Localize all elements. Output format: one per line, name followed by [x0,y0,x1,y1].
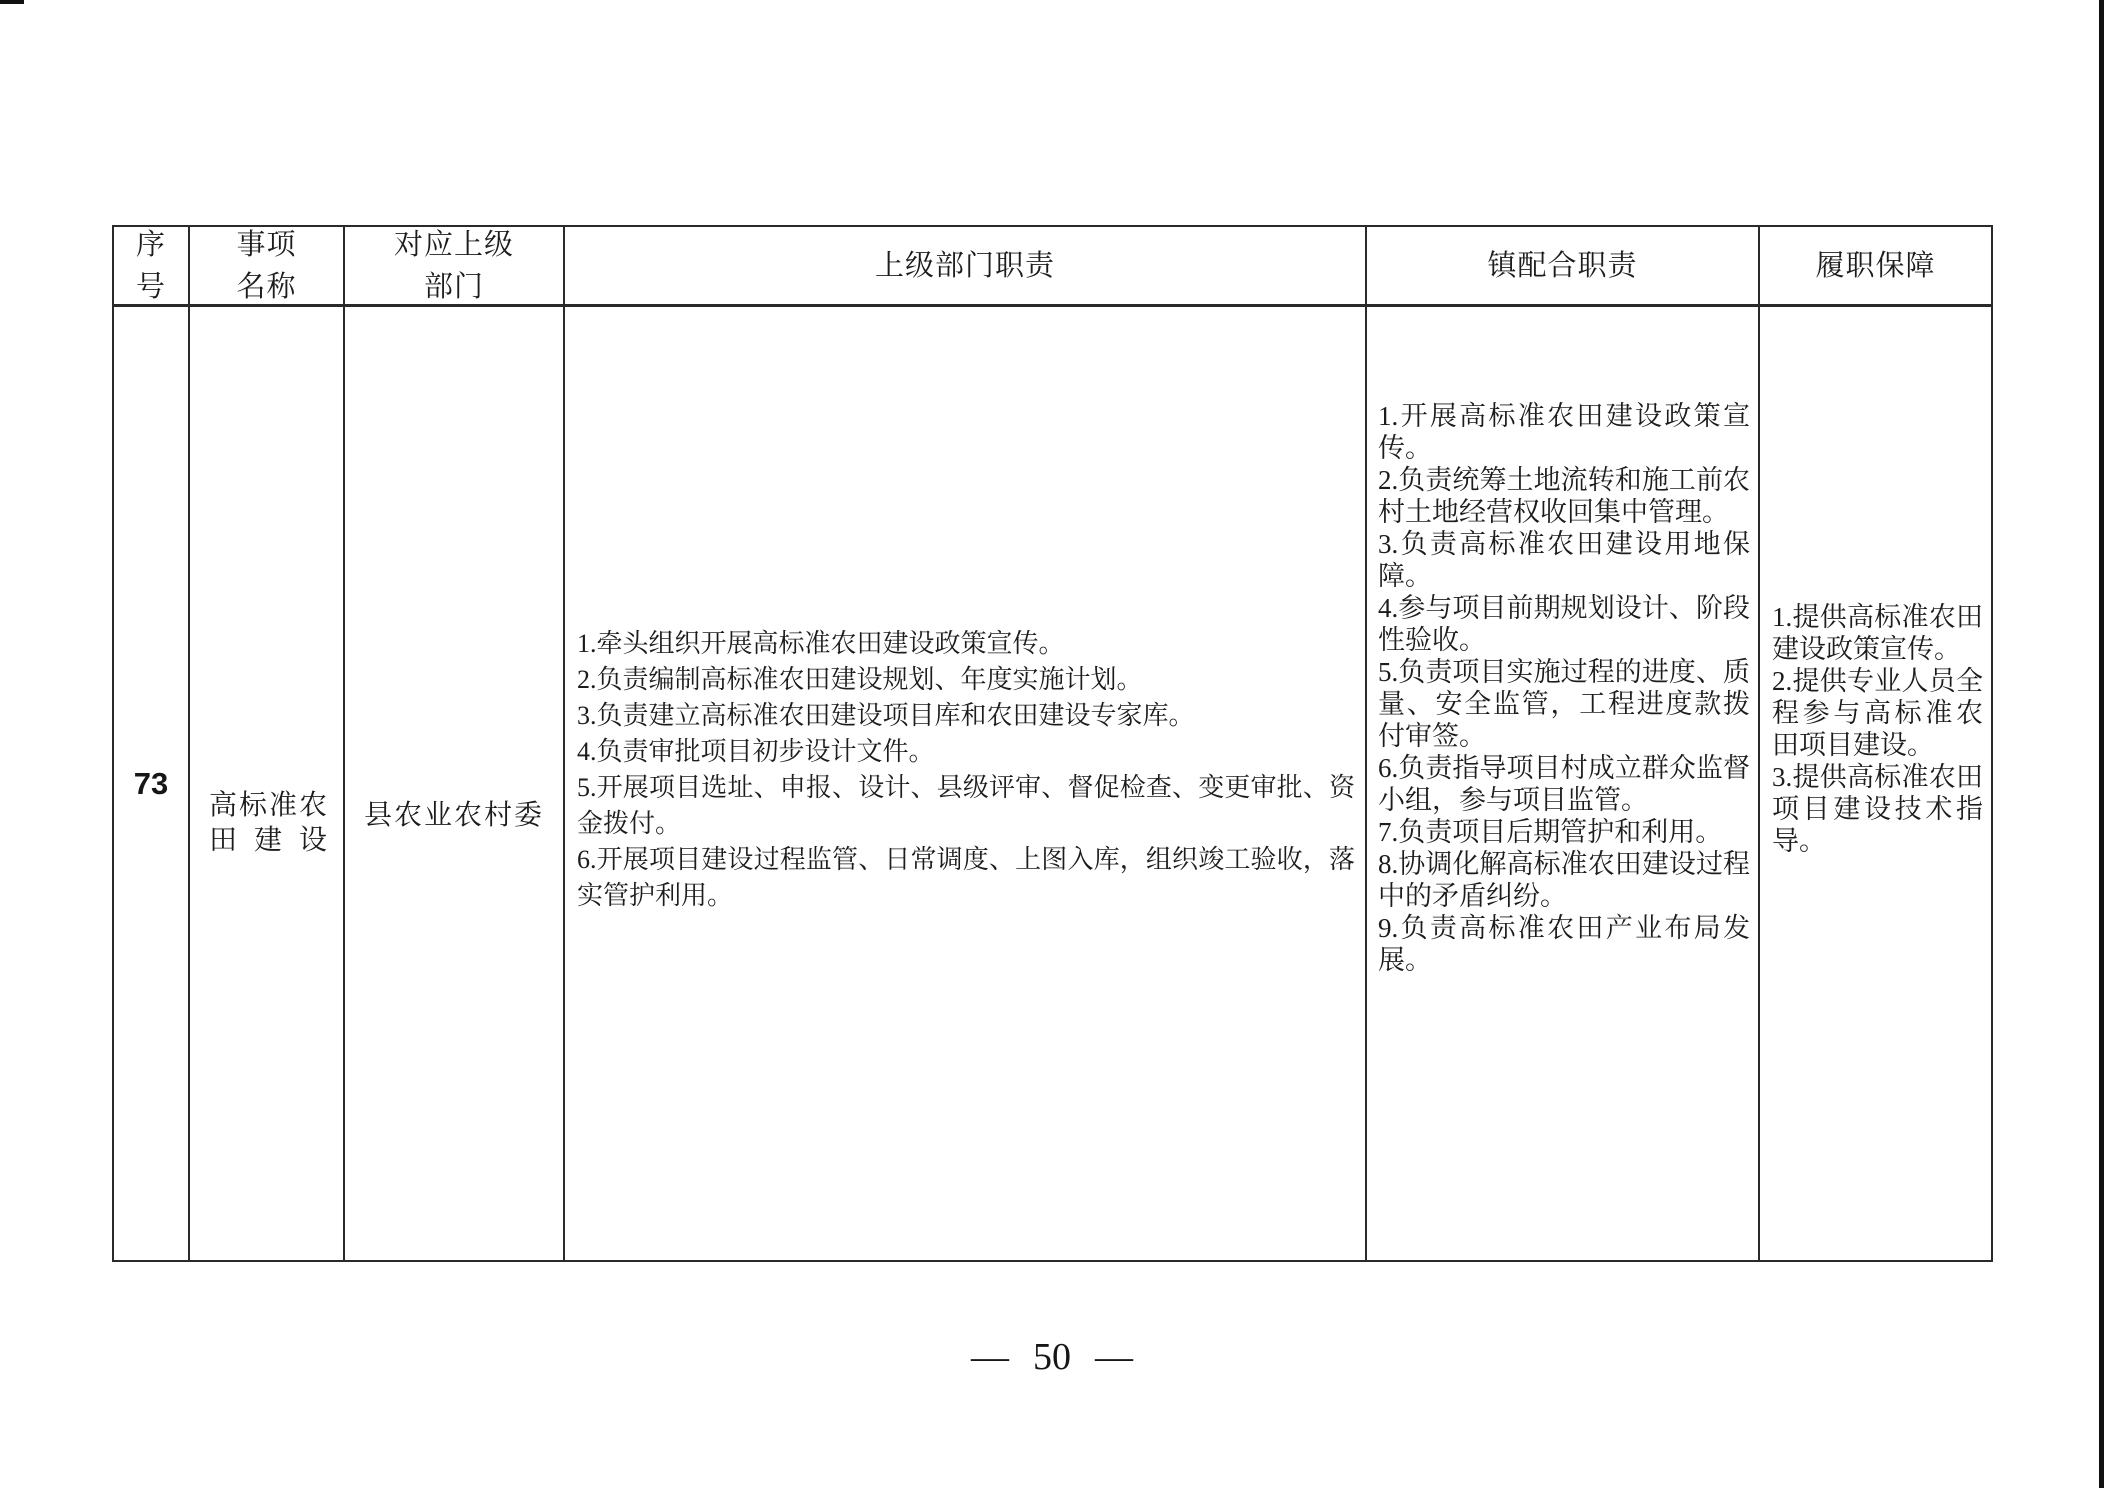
header-label-seq: 序号 [135,228,166,303]
superior-duty-item: 3.负责建立高标准农田建设项目库和农田建设专家库。 [577,701,1195,730]
guarantee-item: 2.提供专业人员全程参与高标准农田项目建设。 [1772,666,1983,760]
responsibility-table [112,225,1993,1262]
superior-duty-item: 4.负责审批项目初步设计文件。 [577,737,935,766]
footer-dash-left: — [971,1336,1009,1378]
page-footer [0,1332,2104,1382]
town-duty-item: 9.负责高标准农田产业布局发展。 [1378,913,1750,975]
scan-artifact-top-left [0,0,24,4]
footer-dash-right: — [1095,1336,1133,1378]
page-number: 50 [1033,1336,1071,1378]
cell-department [345,307,565,1260]
table-data-row [114,307,1991,1260]
town-duty-item: 3.负责高标准农田建设用地保障。 [1378,529,1750,591]
superior-duty-item: 2.负责编制高标准农田建设规划、年度实施计划。 [577,665,1143,694]
town-duty-item: 2.负责统筹土地流转和施工前农村土地经营权收回集中管理。 [1378,465,1750,527]
header-label-guarantee: 履职保障 [1815,249,1936,282]
header-cell-town-duties [1367,227,1760,304]
header-label-superior-duties: 上级部门职责 [874,249,1055,282]
header-label-department: 对应上级部门 [393,228,514,303]
cell-superior-duties [565,307,1367,1260]
table-header-row [114,227,1991,307]
scan-artifact-right-edge [2099,0,2104,1488]
cell-town-duties [1367,307,1760,1260]
header-label-town-duties: 镇配合职责 [1487,249,1638,282]
superior-duty-item: 1.牵头组织开展高标准农田建设政策宣传。 [577,629,1065,658]
guarantee-item: 1.提供高标准农田建设政策宣传。 [1772,602,1983,664]
header-cell-seq [114,227,190,304]
header-cell-guarantee [1760,227,1991,304]
town-duty-item: 1.开展高标准农田建设政策宣传。 [1378,401,1750,463]
cell-item-name [190,307,345,1260]
cell-seq: 73 [114,307,190,1260]
town-duty-item: 8.协调化解高标准农田建设过程中的矛盾纠纷。 [1378,849,1750,911]
town-duty-item: 6.负责指导项目村成立群众监督小组，参与项目监管。 [1378,753,1750,815]
cell-guarantees [1760,307,1991,1260]
town-duty-item: 4.参与项目前期规划设计、阶段性验收。 [1378,593,1750,655]
town-duty-item: 7.负责项目后期管护和利用。 [1378,817,1723,847]
town-duty-item: 5.负责项目实施过程的进度、质量、安全监管，工程进度款拨付审签。 [1378,657,1750,751]
superior-duty-item: 6.开展项目建设过程监管、日常调度、上图入库，组织竣工验收，落实管护利用。 [577,845,1355,910]
header-cell-department [345,227,565,304]
header-cell-superior-duties [565,227,1367,304]
header-label-item-name: 事项名称 [236,228,297,303]
item-name-text: 高标准农田建设 [209,790,327,856]
header-cell-item-name [190,227,345,304]
superior-duty-item: 5.开展项目选址、申报、设计、县级评审、督促检查、变更审批、资金拨付。 [577,773,1355,838]
department-text: 县农业农村委 [363,800,544,831]
guarantee-item: 3.提供高标准农田项目建设技术指导。 [1772,762,1983,856]
